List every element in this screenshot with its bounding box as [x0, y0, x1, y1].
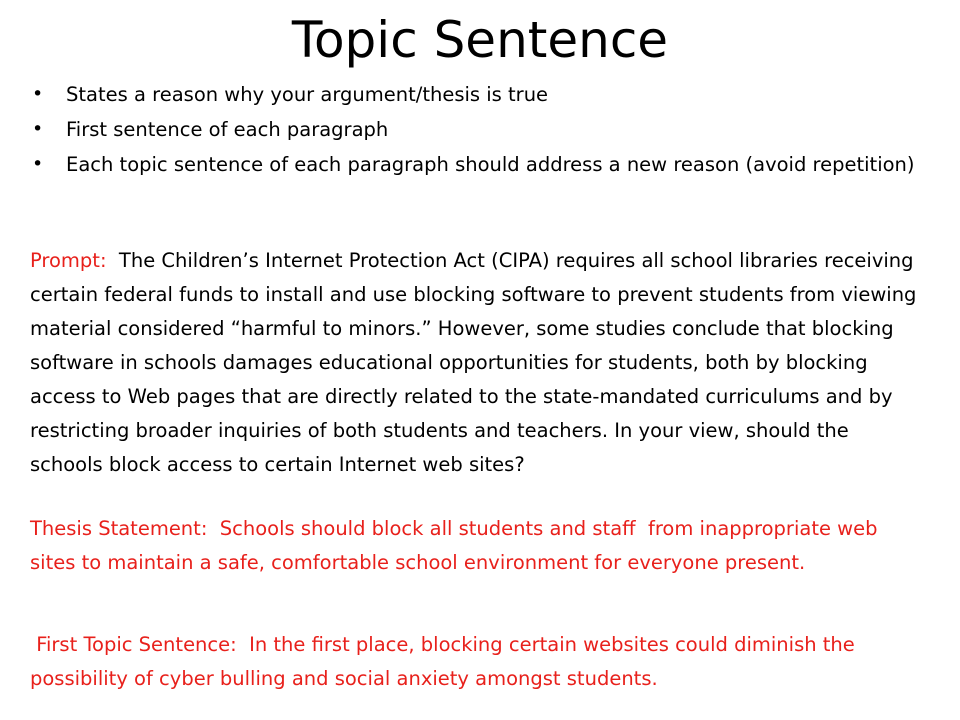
- bullet-text: States a reason why your argument/thesis is true: [66, 83, 549, 106]
- bullet-text: Each topic sentence of each paragraph should address a new reason (avoid repetition): [66, 153, 915, 176]
- first-topic-sentence: First Topic Sentence: In the first place, blocking certain websites could diminish the possibility of cyber bulling and social anxiety amongst students.: [30, 633, 861, 690]
- bullet-list: [30, 80, 920, 185]
- prompt-text: The Children’s Internet Protection Act (CIPA) requires all school libraries receiving certain federal funds to install and use blocking software to prevent students from viewing material considered “harmful to minors.” However, some studies conclude that blocking software in schools damages educational opportunities for students, both by blocking access to Web pages that are directly related to the state-mandated curriculums and by restricting broader inquiries of both students and teachers. In your view, should the schools block access to certain Internet web sites?: [30, 249, 923, 476]
- thesis-statement: Thesis Statement: Schools should block all students and staff from inappropriate web sites to maintain a safe, comfortable school environment for everyone present.: [30, 517, 884, 574]
- bullet-item: [30, 80, 920, 109]
- bullet-dot-icon: •: [32, 118, 44, 140]
- prompt-label: Prompt:: [30, 249, 107, 272]
- bullet-dot-icon: •: [32, 153, 44, 175]
- bullet-dot-icon: •: [32, 83, 44, 105]
- slide-title: Topic Sentence: [291, 11, 669, 69]
- bullet-text: First sentence of each paragraph: [66, 118, 389, 141]
- prompt-paragraph: [30, 244, 925, 482]
- bullet-item: [30, 150, 920, 179]
- bullet-item: [30, 115, 920, 144]
